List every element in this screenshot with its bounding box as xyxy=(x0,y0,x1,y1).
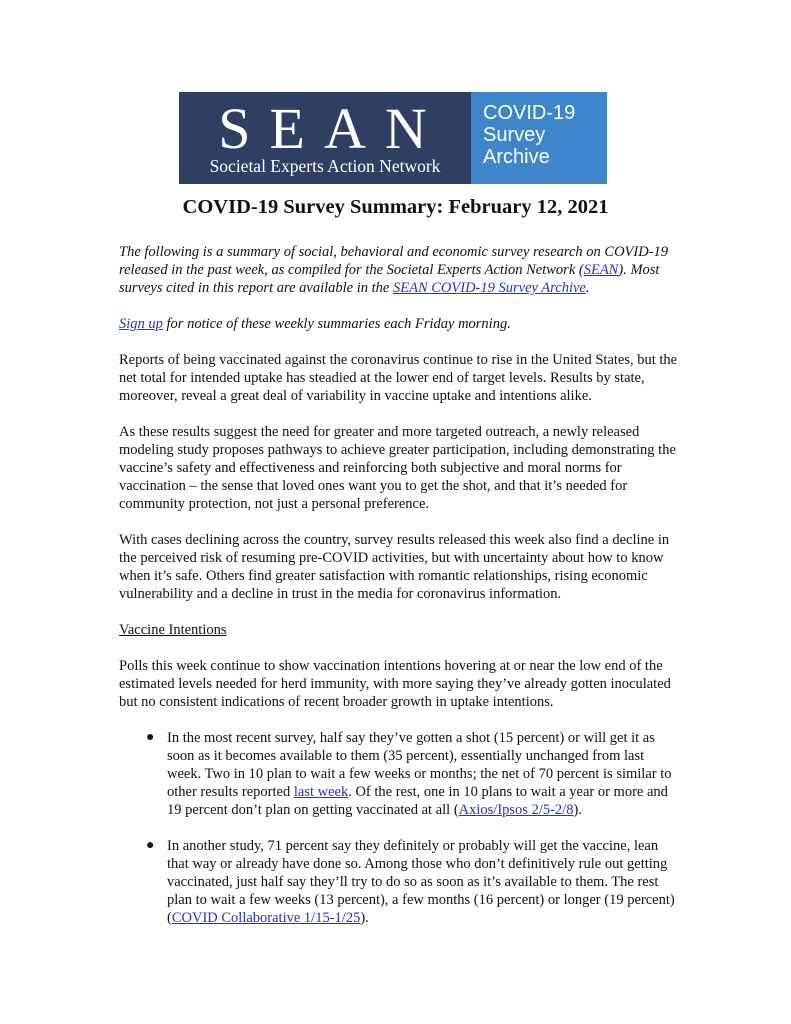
archive-link[interactable]: SEAN COVID-19 Survey Archive xyxy=(392,280,586,296)
bullet-icon: ● xyxy=(146,730,155,745)
archive-line-2: Survey xyxy=(483,124,546,146)
paragraph-3: With cases declining across the country, survey results released this week also find a decline in the perceived risk of resuming pre-COVID activities, but with uncertainty about how to know when it’s safe. Others find greater satisfaction with romantic relationships, rising economic vulnerability and a decline in trust in the media for coronavirus information. xyxy=(119,532,670,602)
sean-subtitle: Societal Experts Action Network xyxy=(209,156,441,176)
bullet-icon: ● xyxy=(146,838,155,853)
page-title: COVID-19 Survey Summary: February 12, 2021 xyxy=(182,196,609,218)
intro-text-2: ). Most surveys cited in this report are available in the xyxy=(119,262,660,296)
sean-logo xyxy=(179,92,471,184)
section-paragraph: Polls this week continue to show vaccination intentions hovering at or near the low end of the estimated levels needed for herd immunity, with more saying they’ve already gotten inoculated but no consistent indications of recent broader growth in uptake intentions. xyxy=(119,658,671,710)
bullet-list xyxy=(119,729,679,927)
bullet-item-2 xyxy=(146,837,679,927)
sean-wordmark: SEAN xyxy=(218,96,446,161)
bullet-1-text-1: In the most recent survey, half say they’ve gotten a shot (15 percent) or will get it as soon as it becomes available to them (35 percent), essentially unchanged from last week. Two in 10 plan to wait a few weeks or months; the net of 70 percent is similar to other results reported xyxy=(167,730,672,800)
archive-badge xyxy=(471,92,607,184)
bullet-item-1 xyxy=(146,729,679,819)
paragraph-2: As these results suggest the need for greater and more targeted outreach, a newly released modeling study proposes pathways to achieve greater participation, including demonstrating the vaccine’s safety and effectiveness and reinforcing both subjective and moral norms for vaccination – the sense that loved ones want you to get the shot, and that it’s needed for community protection, not just a personal preference. xyxy=(119,424,676,512)
bullet-1-text-3: ). xyxy=(573,802,582,818)
bullet-2-text-2: ). xyxy=(360,910,369,926)
document-body xyxy=(119,243,679,927)
sean-banner xyxy=(179,92,607,184)
signup-paragraph xyxy=(119,315,679,333)
intro-text-1: The following is a summary of social, behavioral and economic survey research on COVID-19 released in the past week, as compiled for the Societal Experts Action Network ( xyxy=(119,244,669,278)
archive-line-3: Archive xyxy=(483,146,550,168)
archive-line-1: COVID-19 xyxy=(483,102,576,124)
intro-text-3: . xyxy=(585,280,590,296)
bullet-2-text-1: In another study, 71 percent say they definitely or probably will get the vaccine, lean that way or already have done so. Among those who don’t definitively rule out getting vaccinated, just half say they’ll try to do so as soon as it’s available to them. The rest plan to wait a few weeks (13 percent), a few months (16 percent) or longer (19 percent) ( xyxy=(167,838,675,926)
covid-collaborative-link[interactable]: COVID Collaborative 1/15-1/25 xyxy=(171,910,361,926)
signup-link[interactable]: Sign up xyxy=(119,316,163,332)
signup-text: for notice of these weekly summaries each Friday morning. xyxy=(162,316,511,332)
bullet-1-text-2: . Of the rest, one in 10 plans to wait a year or more and 19 percent don’t plan on getting vaccinated at all ( xyxy=(167,784,668,818)
bullet-spacer xyxy=(167,819,679,837)
section-heading: Vaccine Intentions xyxy=(119,622,227,638)
axios-ipsos-link[interactable]: Axios/Ipsos 2/5-2/8 xyxy=(458,802,574,818)
last-week-link[interactable]: last week xyxy=(293,784,349,800)
sean-link[interactable]: SEAN xyxy=(583,262,619,278)
paragraph-1: Reports of being vaccinated against the coronavirus continue to rise in the United States, but the net total for intended uptake has steadied at the lower end of target levels. Results by state, moreover, reveal a great deal of variability in vaccine uptake and intentions alike. xyxy=(119,352,678,404)
intro-paragraph xyxy=(119,243,679,297)
